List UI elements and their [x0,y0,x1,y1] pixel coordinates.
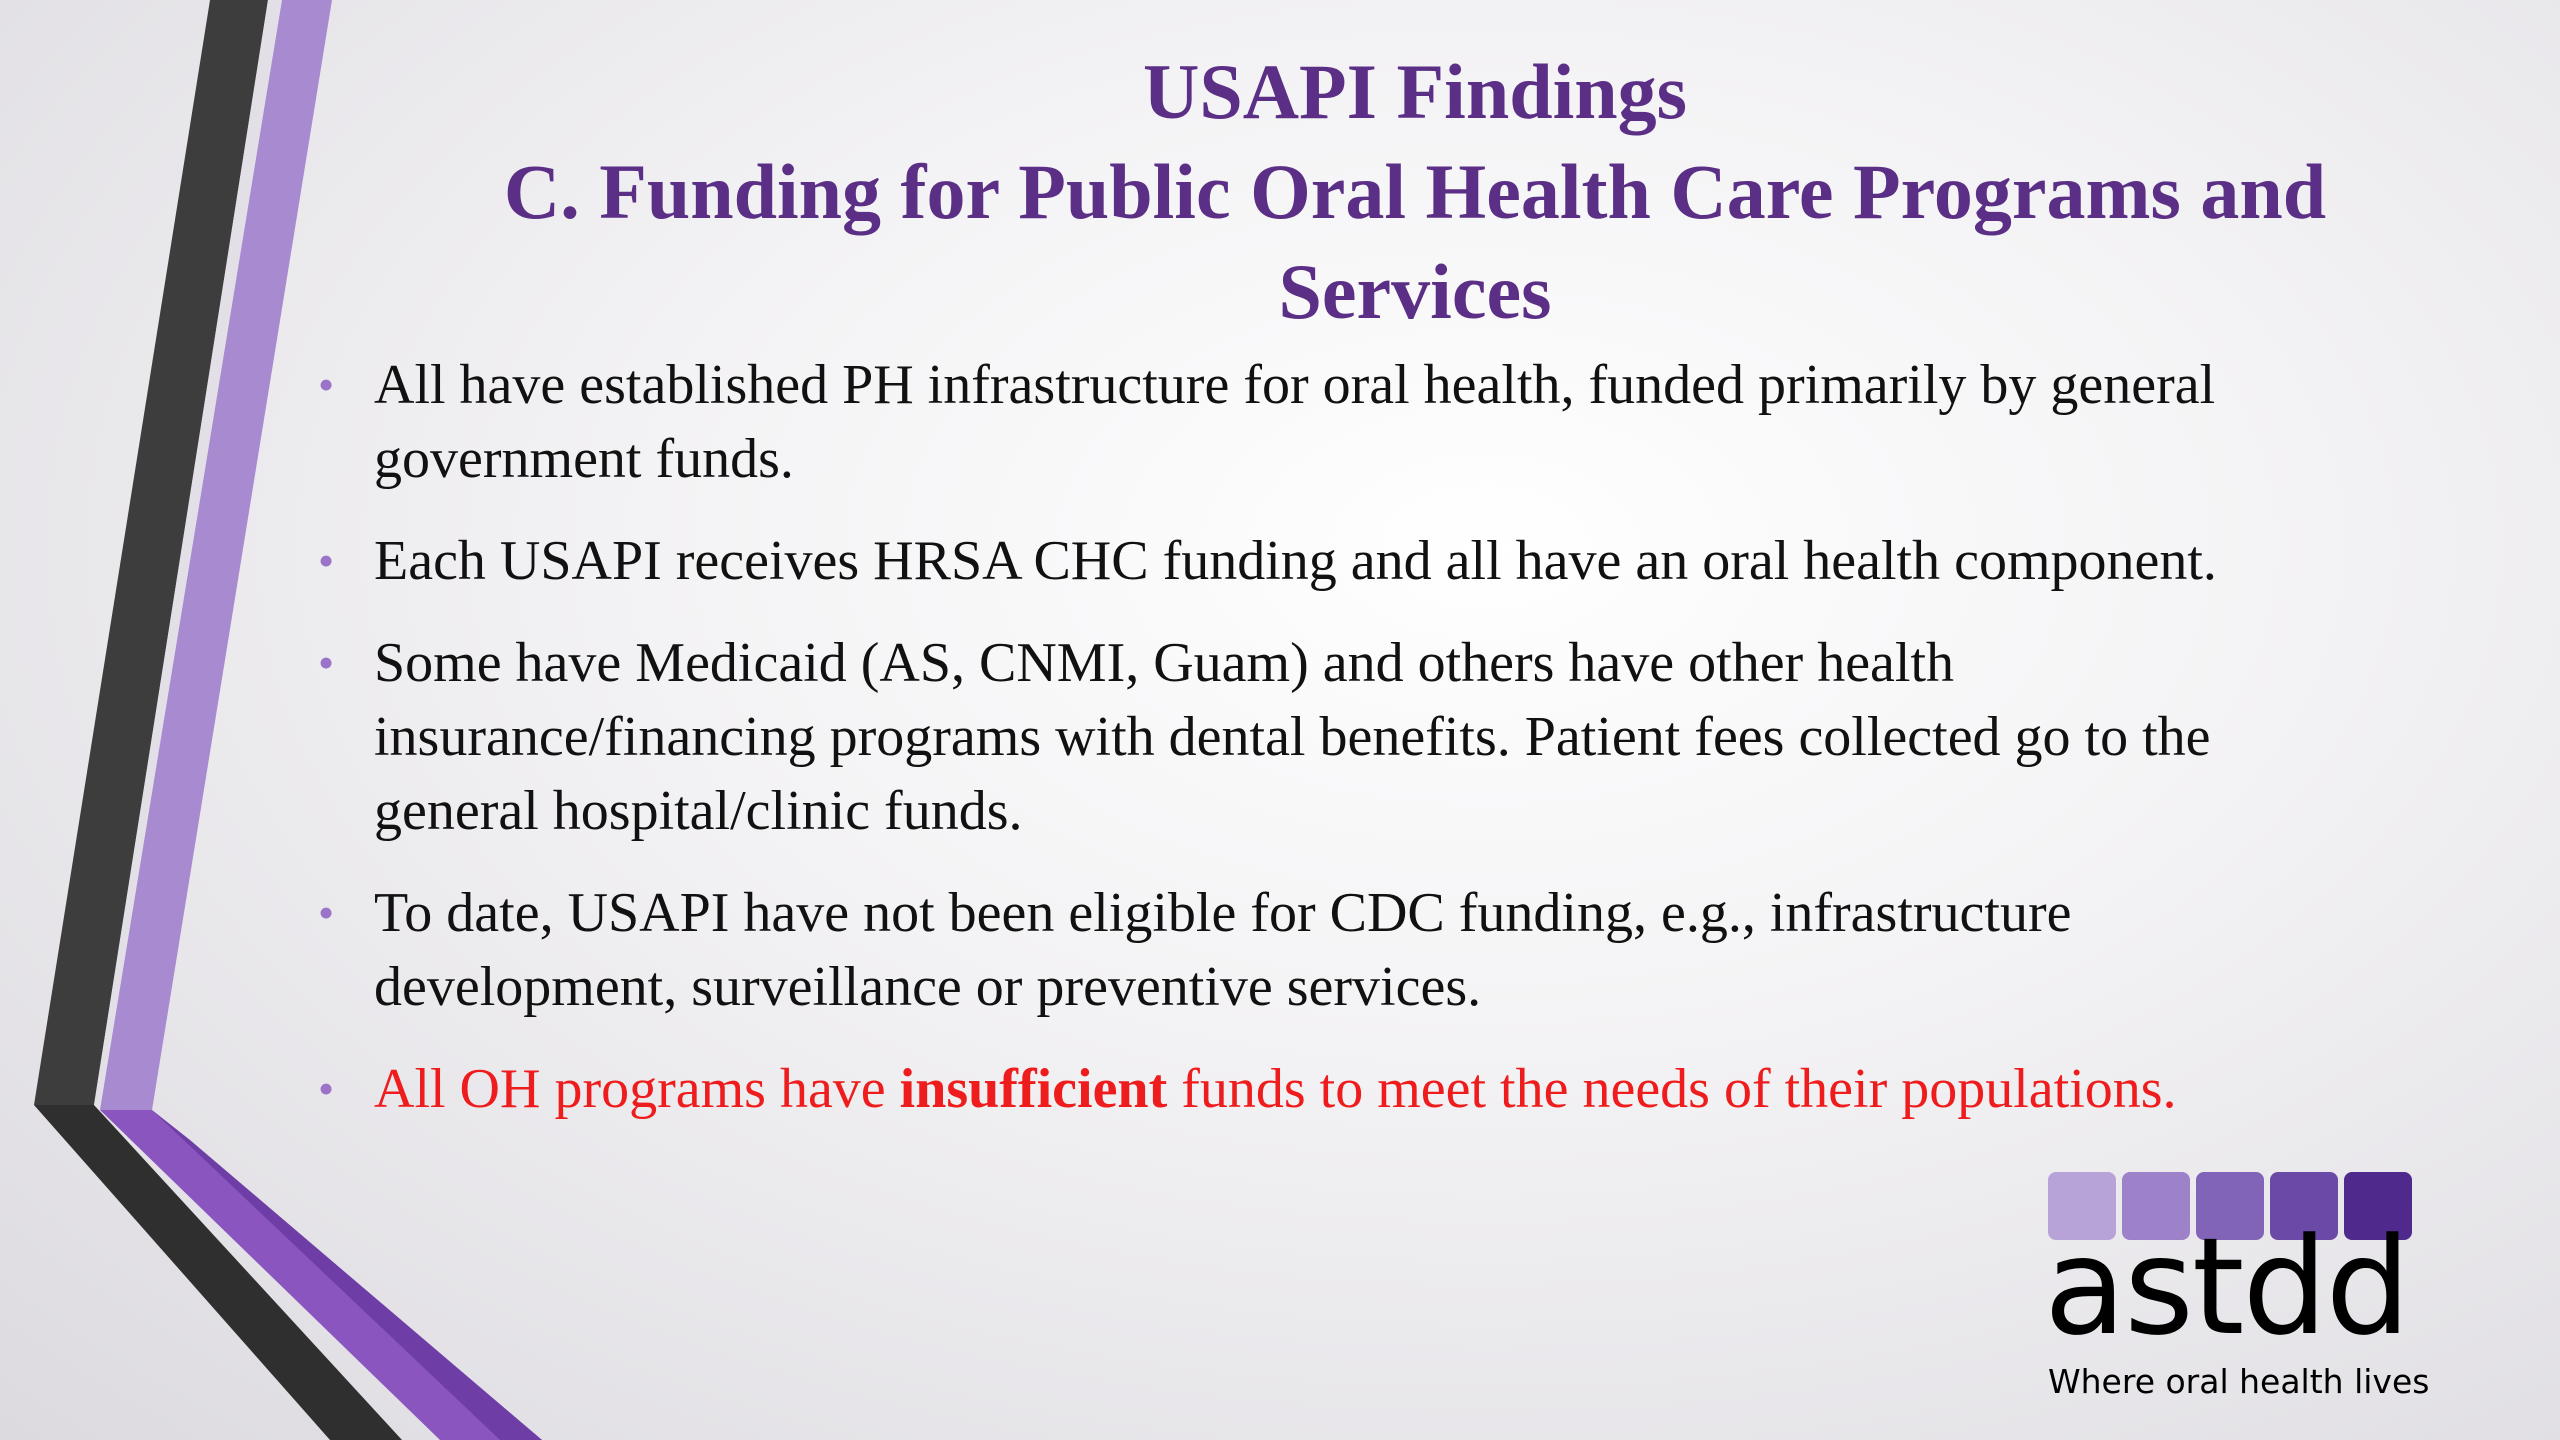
bullet-text-end: funds to meet the needs of their populations. [1167,1058,2177,1120]
dark-gray-diagonal [34,1105,402,1440]
bullet-text: Some have Medicaid (AS, CNMI, Guam) and others have other health insurance/financing programs with dental benefits. Patient fees collected go to the general hospital/clinic funds. [374,632,2211,842]
title-line-1: USAPI Findings [1142,48,1688,135]
title-line-3: Services [1278,248,1552,335]
bullet-dot: • [318,637,335,688]
bullet-text: All have established PH infrastructure for oral health, funded primarily by general government funds. [374,354,2216,490]
bullet-item-5-highlight [318,1052,2358,1126]
bullet-dot: • [318,359,335,410]
bullet-text-start: All OH programs have [374,1058,900,1120]
bullet-dot: • [318,1063,335,1114]
bullet-text: To date, USAPI have not been eligible for CDC funding, e.g., infrastructure development, surveillance or preventive services. [374,882,2072,1018]
bullet-emphasis: insufficient [899,1058,1168,1120]
bullet-dot: • [318,535,335,586]
bullet-dot: • [318,887,335,938]
bullet-list [318,348,2358,1154]
bullet-text: Each USAPI receives HRSA CHC funding and all have an oral health component. [374,530,2217,592]
slide-title [360,42,2470,342]
logo-tagline: Where oral health lives [2048,1362,2430,1401]
bullet-item-3 [318,626,2358,848]
title-line-2: C. Funding for Public Oral Health Care Programs and [503,148,2327,235]
logo-wordmark: astdd [2044,1209,2409,1365]
bullet-item-4 [318,876,2358,1024]
astdd-logo [2044,1172,2430,1408]
bullet-item-1 [318,348,2358,496]
bullet-item-2 [318,524,2358,598]
